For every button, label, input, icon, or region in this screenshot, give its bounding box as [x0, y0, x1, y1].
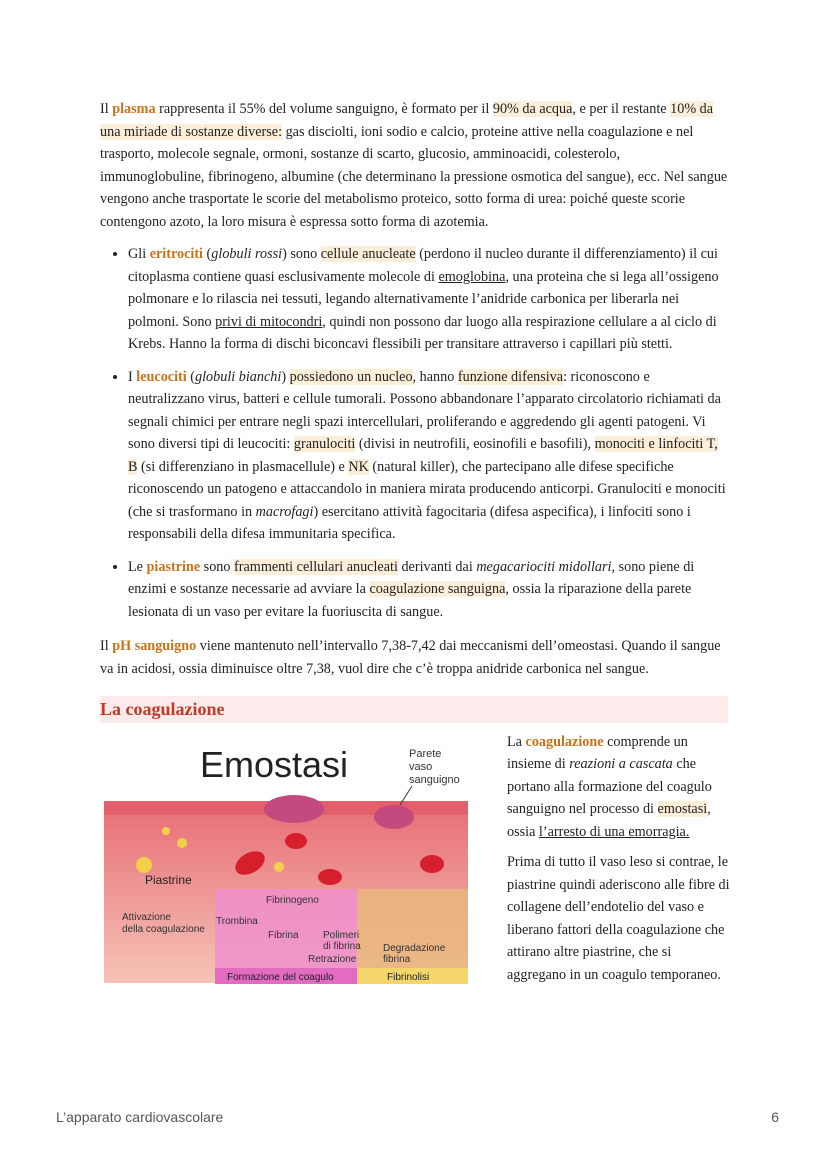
page-content	[100, 98, 728, 1021]
highlight: coagulazione sanguigna	[369, 581, 506, 597]
label-piastrine: Piastrine	[145, 872, 192, 887]
label-formazione: Formazione del coagulo	[227, 971, 334, 983]
highlight: funzione difensiva	[457, 368, 564, 385]
clot-shape	[374, 805, 414, 829]
highlight: cellule anucleate	[320, 246, 416, 262]
coagulation-paragraph-1: La coagulazione comprende un insieme di reazioni a cascata che portano alla formazione del coagulo sanguigno nel processo di emostasi, ossia l’arresto di una emorragia.	[507, 733, 712, 840]
red-cell-icon	[285, 833, 307, 849]
blood-cells-list	[100, 243, 728, 623]
hemostasis-figure	[104, 739, 468, 997]
keyword-piastrine: piastrine	[146, 558, 201, 575]
section-heading: La coagulazione	[100, 696, 728, 723]
label-fibrinolisi: Fibrinolisi	[387, 971, 430, 983]
keyword-ph: pH sanguigno	[112, 638, 197, 654]
red-cell-icon	[318, 869, 342, 885]
highlight: 90% da acqua	[492, 101, 573, 117]
figure-title: Emostasi	[200, 743, 349, 785]
list-item-eritrociti: • Gli eritrociti (globuli rossi) sono cellule anucleate (perdono il nucleo durante il differenziamento) il cui citoplasma contiene quasi esclusivamente molecole di emoglobina, una proteina che si lega all’ossigeno polmonare e lo rilascia nei tessuti, legando alternativamente l’anidride carbonica per liberarla nei polmoni. Sono privi di mitocondri, quindi non possono dar luogo alla respirazione cellulare a al ciclo di Krebs. Hanno la forma di dischi biconcavi flessibili per transitare attraverso i capillari più stetti.	[128, 243, 728, 356]
highlight: granulociti	[293, 436, 356, 452]
list-item-leucociti: • I leucociti (globuli bianchi) possiedono un nucleo, hanno funzione difensiva: riconoscono e neutralizzano virus, batteri e cellule tumorali. Possono abbandonare l’apparato circolatorio richiamati da segnali chimici per entrare negli spazi intercellulari, proliferando e aggredendo gli agenti patogeni. Vi sono diversi tipi di leucociti: granulociti (divisi in neutrofili, eosinofili e basofili), monociti e linfociti T, B (si differenziano in plasmacellule) e NK (natural killer), che partecipano alle difese specifiche riconoscendo un patogeno e attaccandolo in maniera mirata producendo anticorpi. Granulociti e monociti (che si trasformano in macrofagi) esercitano attività fagocitaria (difesa aspecifica), i linfociti sono i responsabili della difesa immunitaria specifica.	[128, 366, 728, 546]
highlight: monociti e linfociti T, B	[128, 436, 718, 475]
highlight: NK	[348, 458, 369, 475]
highlight: 10% da una miriade di sostanze diverse:	[100, 101, 714, 140]
footer-title: L’apparato cardiovascolare	[56, 1109, 224, 1125]
label-attivazione-2: della coagulazione	[122, 923, 205, 935]
platelet-icon	[274, 862, 284, 872]
keyword-eritrociti: eritrociti	[149, 246, 203, 262]
label-attivazione-1: Attivazione	[122, 911, 171, 923]
platelet-icon	[162, 827, 170, 835]
underline: emoglobina	[438, 268, 506, 285]
keyword-leucociti: leucociti	[136, 368, 187, 385]
highlight: emostasi	[657, 801, 708, 817]
label-trombina: Trombina	[216, 915, 258, 927]
list-item-piastrine: • Le piastrine sono frammenti cellulari anucleati derivanti dai megacariociti midollari, sono piene di enzimi e sostanze necessarie ad avviare la coagulazione sanguigna, ossia la riparazione della parete lesionata di un vaso per evitare la fuoriuscita di sangue.	[128, 556, 728, 624]
red-cell-icon	[420, 855, 444, 873]
platelet-icon	[177, 838, 187, 848]
platelet-icon	[136, 857, 152, 873]
label-degradazione-1: Degradazione	[383, 942, 446, 954]
keyword-plasma: plasma	[112, 101, 156, 117]
coagulation-section	[100, 731, 728, 1021]
ph-paragraph: Il pH sanguigno viene mantenuto nell’intervallo 7,38-7,42 dai meccanismi dell’omeostasi. Quando il sangue va in acidosi, ossia diminuisce oltre 7,38, vuol dire che c’è troppa anidride carbonica nel sangue.	[100, 638, 721, 677]
label-vaso: vaso	[409, 760, 433, 773]
label-degradazione-2: fibrina	[383, 953, 411, 965]
keyword-coagulazione: coagulazione	[525, 733, 604, 750]
underline: l’arresto di una emorragia.	[538, 823, 690, 840]
label-fibrinogeno: Fibrinogeno	[266, 894, 319, 906]
underline: privi di mitocondri	[215, 313, 323, 330]
label-polimeri-2: di fibrina	[323, 940, 361, 952]
label-parete: Parete	[409, 747, 442, 760]
plasma-paragraph: Il plasma rappresenta il 55% del volume sanguigno, è formato per il 90% da acqua, e per il restante 10% da una miriade di sostanze diverse: gas disciolti, ioni sodio e calcio, proteine attive nella coagulazione e nel trasporto, molecole segnale, ormoni, sostanze di scarto, glucosio, amminoacidi, colesterolo, immunoglobuline, fibrinogeno, albumine (che determinano la pressione osmotica del sangue), ecc. Nel sangue vengono anche trasportate le scorie del metabolismo proteico, sotto forma di urea: poiché queste scorie contengono azoto, la loro misura è espressa sotto forma di azotemia.	[100, 101, 728, 230]
coagulation-text	[507, 731, 732, 995]
page-number: 6	[771, 1109, 779, 1125]
label-retrazione-visible: Retrazione	[308, 953, 357, 965]
label-polimeri-1: Polimeri	[323, 929, 360, 941]
coagulation-paragraph-2: Prima di tutto il vaso leso si contrae, le piastrine quindi aderiscono alle fibre di collagene dell’endotelio del vaso e liberano fattori della coagulazione che attirano altre piastrine, che si aggregano in un coagulo temporaneo.	[507, 854, 730, 983]
highlight: possiedono un nucleo	[289, 368, 413, 385]
label-fibrina: Fibrina	[268, 929, 299, 941]
label-sanguigno: sanguigno	[409, 773, 460, 786]
clot-shape	[264, 795, 324, 823]
highlight: frammenti cellulari anucleati	[234, 558, 398, 575]
